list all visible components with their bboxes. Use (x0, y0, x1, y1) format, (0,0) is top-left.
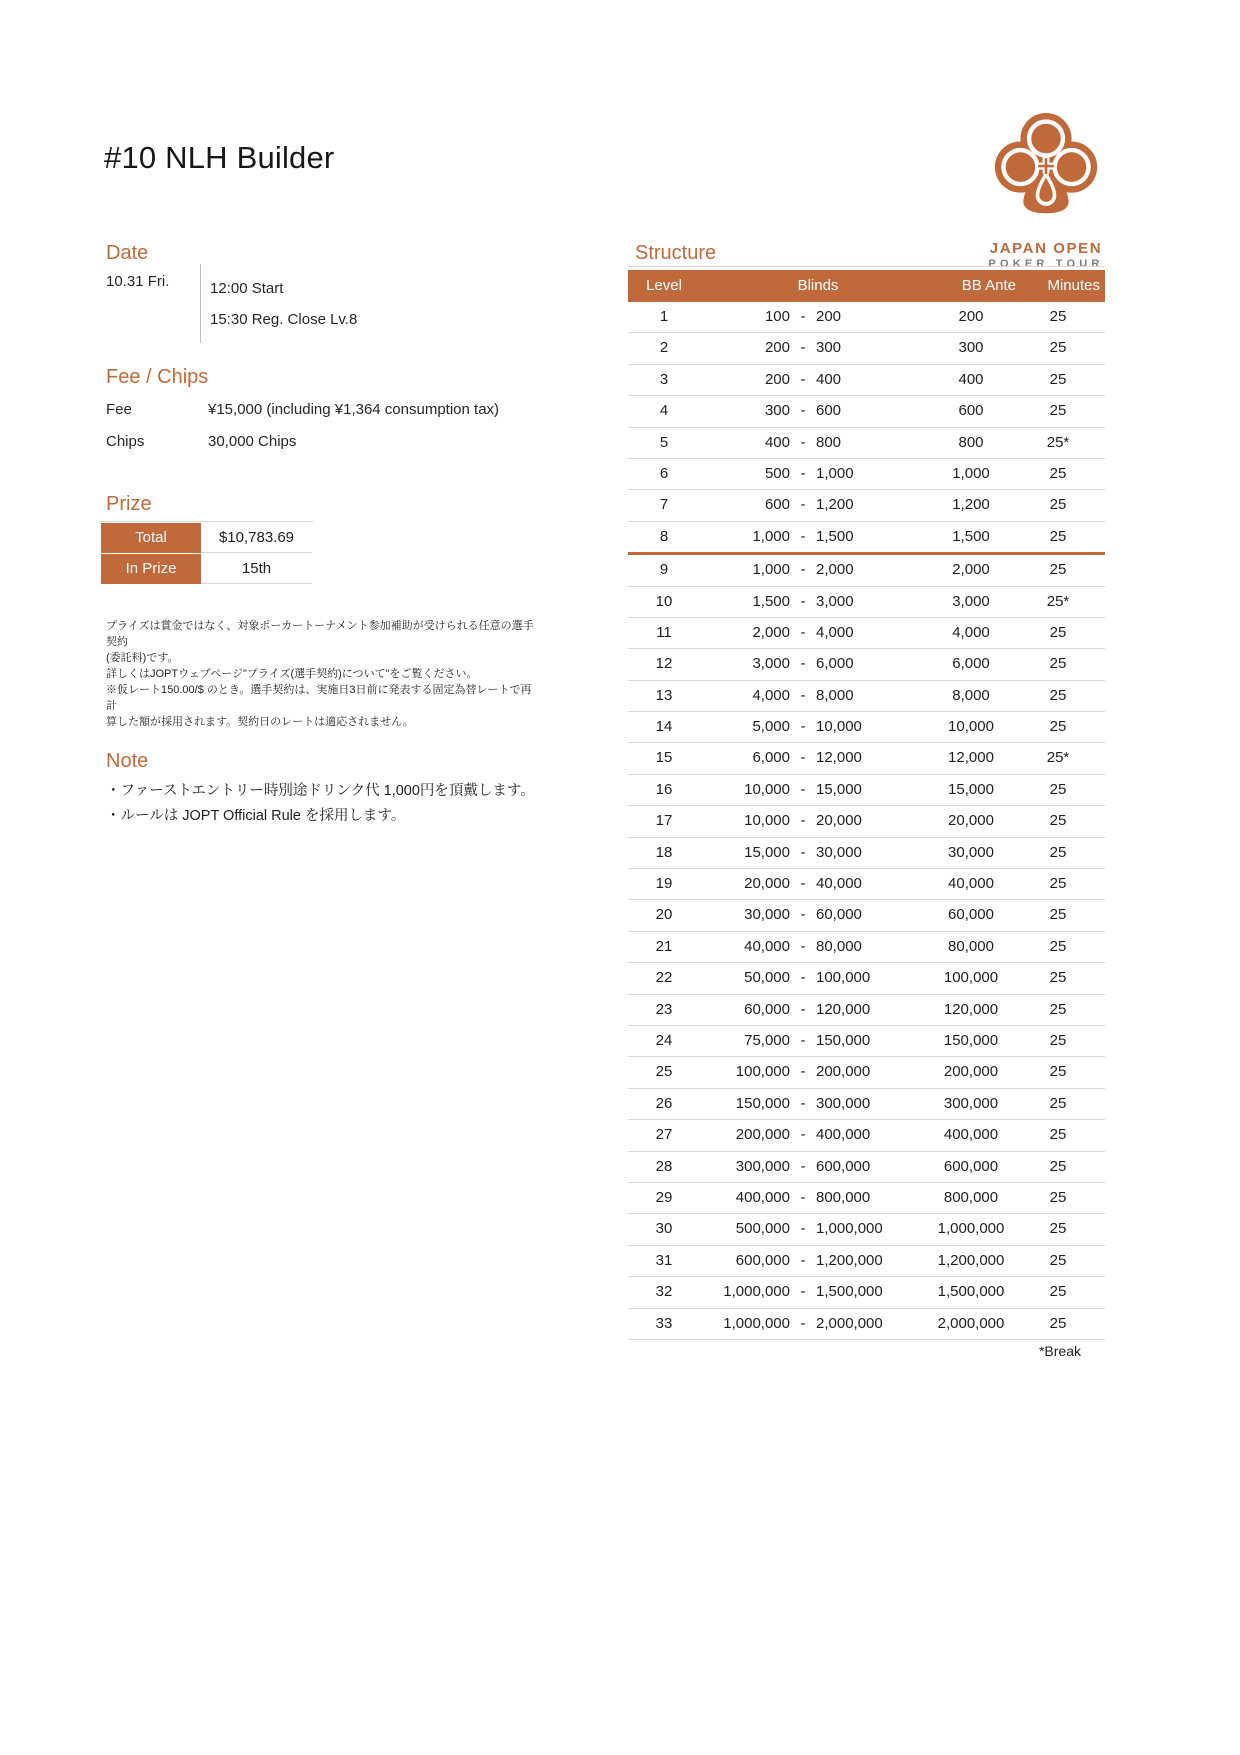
cell-bb: 30,000 (816, 843, 862, 861)
cell-lvl: 29 (655, 1188, 673, 1206)
cell-dash: - (800, 561, 806, 579)
cell-min: 25 (1049, 1031, 1067, 1049)
cell-ante: 6,000 (952, 655, 990, 673)
cell-sb: 3,000 (752, 655, 790, 673)
cell-bb: 400,000 (816, 1126, 871, 1144)
cell-sb: 60,000 (744, 1000, 790, 1018)
cell-bb: 4,000 (816, 623, 854, 641)
cell-bb: 800,000 (816, 1188, 871, 1206)
structure-row (628, 775, 1105, 806)
cell-min: 25 (1049, 1126, 1067, 1144)
structure-row (628, 712, 1105, 743)
structure-row (628, 1026, 1105, 1057)
cell-dash: - (800, 496, 806, 514)
cell-ante: 1,500 (952, 527, 990, 545)
structure-table-header (628, 270, 1105, 302)
structure-row (628, 396, 1105, 427)
jopt-logo (988, 110, 1104, 270)
structure-row (628, 490, 1105, 521)
cell-lvl: 19 (655, 875, 673, 893)
cell-bb: 20,000 (816, 812, 862, 830)
cell-sb: 2,000 (752, 623, 790, 641)
cell-sb: 10,000 (744, 780, 790, 798)
disclaimer-line: 算した額が採用されます。契約日のレートは適応されません。 (106, 716, 414, 728)
cell-min: 25 (1049, 464, 1067, 482)
cell-dash: - (800, 1314, 806, 1332)
cell-min: 25 (1049, 875, 1067, 893)
structure-row (628, 1309, 1105, 1340)
cell-ante: 2,000 (952, 561, 990, 579)
cell-min: 25 (1049, 843, 1067, 861)
cell-min: 25 (1049, 1220, 1067, 1238)
cell-sb: 1,000,000 (723, 1314, 790, 1332)
fee-row (106, 394, 499, 426)
logo-text-japan-open: JAPAN OPEN (989, 240, 1103, 257)
cell-bb: 100,000 (816, 969, 871, 987)
cell-ante: 1,000,000 (937, 1220, 1005, 1238)
cell-ante: 4,000 (952, 623, 990, 641)
cell-dash: - (800, 339, 806, 357)
cell-min: 25 (1049, 1283, 1067, 1301)
cell-lvl: 25 (655, 1063, 673, 1081)
note-items (106, 779, 535, 829)
cell-bb: 15,000 (816, 780, 862, 798)
cell-min: 25 (1049, 527, 1067, 545)
date-times (200, 264, 357, 343)
cell-sb: 15,000 (744, 843, 790, 861)
structure-heading: Structure (635, 242, 717, 264)
structure-table (628, 266, 1105, 1340)
cell-ante: 800 (958, 433, 984, 451)
cell-lvl: 12 (655, 655, 673, 673)
cell-bb: 60,000 (816, 906, 862, 924)
date-reg-close: 15:30 Reg. Close Lv.8 (210, 311, 358, 328)
prize-inprize-value: 15th (201, 554, 312, 584)
cell-lvl: 26 (655, 1094, 673, 1112)
cell-dash: - (800, 969, 806, 987)
cell-lvl: 33 (655, 1314, 673, 1332)
cell-sb: 200 (764, 370, 790, 388)
cell-sb: 75,000 (744, 1031, 790, 1049)
cell-min: 25 (1049, 780, 1067, 798)
cell-min: 25 (1049, 937, 1067, 955)
cell-sb: 100 (764, 308, 790, 325)
cell-sb: 5,000 (752, 718, 790, 736)
structure-row (628, 302, 1105, 333)
structure-row (628, 428, 1105, 459)
prize-total-value: $10,783.69 (201, 523, 312, 553)
cell-dash: - (800, 592, 806, 610)
structure-row (628, 1246, 1105, 1277)
cell-bb: 1,000,000 (816, 1220, 883, 1238)
cell-sb: 100,000 (735, 1063, 790, 1081)
cell-sb: 500 (764, 464, 790, 482)
cell-bb: 1,200 (816, 496, 854, 514)
structure-row (628, 838, 1105, 869)
cell-sb: 4,000 (752, 686, 790, 704)
column-header-minutes: Minutes (1047, 277, 1100, 294)
cell-min: 25 (1049, 969, 1067, 987)
cell-sb: 1,500 (752, 592, 790, 610)
cell-ante: 80,000 (948, 937, 994, 955)
cell-sb: 1,000,000 (723, 1283, 790, 1301)
cell-bb: 200,000 (816, 1063, 871, 1081)
cell-dash: - (800, 655, 806, 673)
cell-bb: 400 (816, 370, 842, 388)
structure-row (628, 1152, 1105, 1183)
cell-bb: 300,000 (816, 1094, 871, 1112)
structure-row (628, 743, 1105, 774)
cell-lvl: 2 (659, 339, 669, 357)
cell-bb: 120,000 (816, 1000, 871, 1018)
cell-dash: - (800, 1188, 806, 1206)
cell-bb: 40,000 (816, 875, 862, 893)
structure-row (628, 522, 1105, 555)
cell-sb: 6,000 (752, 749, 790, 767)
prize-disclaimer (106, 618, 536, 730)
cell-min: 25 (1049, 1063, 1067, 1081)
cell-min: 25* (1046, 749, 1070, 767)
cell-lvl: 31 (655, 1251, 673, 1269)
cell-dash: - (800, 308, 806, 325)
cell-dash: - (800, 433, 806, 451)
cell-lvl: 15 (655, 749, 673, 767)
structure-table-body (628, 302, 1105, 1340)
cell-ante: 20,000 (948, 812, 994, 830)
cell-lvl: 18 (655, 843, 673, 861)
cell-sb: 30,000 (744, 906, 790, 924)
structure-row (628, 806, 1105, 837)
cell-bb: 150,000 (816, 1031, 871, 1049)
club-clover-icon (994, 110, 1098, 232)
cell-ante: 200,000 (943, 1063, 999, 1081)
disclaimer-line: プライズは賞金ではなく、対象ポーカートーナメント参加補助が受けられる任意の選手契約 (106, 620, 534, 648)
cell-lvl: 16 (655, 780, 673, 798)
cell-bb: 6,000 (816, 655, 854, 673)
cell-min: 25 (1049, 496, 1067, 514)
note-item: ・ファーストエントリー時別途ドリンク代 1,000円を頂戴します。 (106, 783, 535, 799)
structure-row (628, 459, 1105, 490)
cell-lvl: 24 (655, 1031, 673, 1049)
cell-min: 25 (1049, 1314, 1067, 1332)
cell-sb: 10,000 (744, 812, 790, 830)
date-start-time: 12:00 Start (210, 280, 284, 297)
cell-dash: - (800, 1063, 806, 1081)
cell-lvl: 1 (659, 308, 669, 325)
cell-dash: - (800, 843, 806, 861)
prize-inprize-row (101, 554, 313, 584)
cell-bb: 1,200,000 (816, 1251, 883, 1269)
cell-ante: 600 (958, 402, 984, 420)
fee-chips-heading: Fee / Chips (106, 366, 209, 388)
cell-dash: - (800, 1220, 806, 1238)
cell-ante: 1,200,000 (937, 1251, 1005, 1269)
cell-sb: 200,000 (735, 1126, 790, 1144)
cell-bb: 600 (816, 402, 842, 420)
date-day: 10.31 Fri. (106, 273, 170, 290)
cell-dash: - (800, 370, 806, 388)
cell-lvl: 8 (659, 527, 669, 545)
cell-min: 25 (1049, 718, 1067, 736)
cell-ante: 30,000 (948, 843, 994, 861)
cell-dash: - (800, 1094, 806, 1112)
cell-dash: - (800, 1251, 806, 1269)
chips-value: 30,000 Chips (208, 433, 297, 450)
cell-dash: - (800, 1126, 806, 1144)
structure-row (628, 555, 1105, 586)
cell-dash: - (800, 875, 806, 893)
cell-min: 25 (1049, 906, 1067, 924)
structure-row (628, 995, 1105, 1026)
cell-lvl: 22 (655, 969, 673, 987)
cell-lvl: 10 (655, 592, 673, 610)
cell-bb: 2,000 (816, 561, 854, 579)
cell-ante: 12,000 (948, 749, 994, 767)
cell-sb: 1,000 (752, 561, 790, 579)
cell-lvl: 17 (655, 812, 673, 830)
cell-ante: 600,000 (943, 1157, 999, 1175)
cell-lvl: 27 (655, 1126, 673, 1144)
cell-lvl: 9 (659, 561, 669, 579)
structure-row (628, 869, 1105, 900)
cell-bb: 12,000 (816, 749, 862, 767)
cell-ante: 1,000 (952, 464, 990, 482)
cell-lvl: 20 (655, 906, 673, 924)
structure-row (628, 900, 1105, 931)
cell-dash: - (800, 937, 806, 955)
cell-lvl: 21 (655, 937, 673, 955)
fee-chips-block (106, 394, 499, 458)
cell-ante: 300,000 (943, 1094, 999, 1112)
cell-ante: 40,000 (948, 875, 994, 893)
cell-ante: 300 (958, 339, 984, 357)
cell-dash: - (800, 718, 806, 736)
cell-dash: - (800, 402, 806, 420)
structure-row (628, 649, 1105, 680)
page-title: #10 NLH Builder (104, 140, 335, 175)
cell-dash: - (800, 906, 806, 924)
cell-bb: 800 (816, 433, 842, 451)
cell-sb: 500,000 (735, 1220, 790, 1238)
cell-bb: 300 (816, 339, 842, 357)
cell-sb: 600,000 (735, 1251, 790, 1269)
cell-dash: - (800, 623, 806, 641)
cell-lvl: 14 (655, 718, 673, 736)
cell-min: 25 (1049, 686, 1067, 704)
cell-min: 25 (1049, 623, 1067, 641)
cell-sb: 400,000 (735, 1188, 790, 1206)
cell-min: 25 (1049, 1000, 1067, 1018)
structure-row (628, 963, 1105, 994)
date-heading: Date (106, 242, 149, 264)
cell-dash: - (800, 1283, 806, 1301)
cell-min: 25 (1049, 339, 1067, 357)
structure-row (628, 1089, 1105, 1120)
disclaimer-line: ※仮レート150.00/$ のとき。選手契約は、実施日3日前に発表する固定為替レートで再計 (106, 684, 532, 712)
structure-row (628, 333, 1105, 364)
column-header-bb-ante: BB Ante (961, 277, 1016, 294)
note-heading: Note (106, 750, 149, 772)
cell-bb: 2,000,000 (816, 1314, 883, 1332)
cell-lvl: 23 (655, 1000, 673, 1018)
cell-ante: 10,000 (948, 718, 994, 736)
cell-sb: 150,000 (735, 1094, 790, 1112)
cell-dash: - (800, 780, 806, 798)
chips-row (106, 426, 499, 458)
column-header-level: Level (646, 277, 682, 294)
cell-min: 25 (1049, 1251, 1067, 1269)
cell-min: 25 (1049, 370, 1067, 388)
cell-lvl: 11 (656, 623, 672, 641)
fee-value: ¥15,000 (including ¥1,364 consumption tax) (208, 401, 500, 418)
cell-ante: 120,000 (943, 1000, 999, 1018)
structure-row (628, 932, 1105, 963)
chips-label: Chips (106, 433, 145, 450)
cell-dash: - (800, 464, 806, 482)
cell-lvl: 7 (659, 496, 669, 514)
cell-lvl: 5 (659, 433, 669, 451)
logo-text-poker-tour: POKER TOUR (988, 258, 1104, 270)
cell-ante: 400 (958, 370, 984, 388)
disclaimer-line: (委託料)です。 (106, 652, 179, 664)
cell-ante: 800,000 (943, 1188, 999, 1206)
cell-min: 25 (1049, 655, 1067, 673)
cell-lvl: 30 (655, 1220, 673, 1238)
cell-bb: 600,000 (816, 1157, 871, 1175)
cell-lvl: 3 (659, 370, 669, 388)
cell-ante: 100,000 (943, 969, 999, 987)
cell-dash: - (800, 1000, 806, 1018)
structure-row (628, 1057, 1105, 1088)
prize-heading: Prize (106, 493, 152, 515)
cell-ante: 15,000 (948, 780, 994, 798)
cell-sb: 20,000 (744, 875, 790, 893)
structure-row (628, 618, 1105, 649)
disclaimer-line: 詳しくはJOPTウェブページ"プライズ(選手契約)について"をご覧ください。 (106, 668, 478, 680)
cell-bb: 10,000 (816, 718, 862, 736)
cell-min: 25 (1049, 1157, 1067, 1175)
cell-ante: 1,500,000 (937, 1283, 1005, 1301)
cell-dash: - (800, 527, 806, 545)
prize-total-row (101, 523, 313, 553)
note-item: ・ルールは JOPT Official Rule を採用します。 (106, 808, 406, 824)
cell-sb: 200 (764, 339, 790, 357)
cell-bb: 8,000 (816, 686, 854, 704)
cell-sb: 50,000 (744, 969, 790, 987)
cell-ante: 150,000 (943, 1031, 999, 1049)
cell-ante: 2,000,000 (937, 1314, 1005, 1332)
cell-dash: - (800, 686, 806, 704)
cell-dash: - (800, 812, 806, 830)
cell-min: 25 (1049, 1094, 1067, 1112)
cell-sb: 300 (764, 402, 790, 420)
cell-ante: 8,000 (952, 686, 990, 704)
cell-sb: 600 (764, 496, 790, 514)
cell-min: 25 (1049, 402, 1067, 420)
structure-row (628, 1277, 1105, 1308)
cell-min: 25* (1046, 592, 1070, 610)
fee-label: Fee (106, 401, 132, 418)
cell-dash: - (800, 749, 806, 767)
prize-table (101, 521, 313, 585)
cell-dash: - (800, 1157, 806, 1175)
structure-row (628, 1214, 1105, 1245)
prize-inprize-label: In Prize (101, 554, 201, 584)
cell-bb: 200 (816, 308, 842, 325)
cell-ante: 3,000 (952, 592, 990, 610)
date-block (106, 264, 357, 343)
cell-lvl: 28 (655, 1157, 673, 1175)
cell-min: 25* (1046, 433, 1070, 451)
cell-bb: 1,000 (816, 464, 854, 482)
cell-ante: 60,000 (948, 906, 994, 924)
prize-total-label: Total (101, 523, 201, 553)
cell-min: 25 (1049, 561, 1067, 579)
cell-bb: 80,000 (816, 937, 862, 955)
cell-min: 25 (1049, 812, 1067, 830)
cell-min: 25 (1049, 308, 1067, 325)
cell-sb: 1,000 (752, 527, 790, 545)
structure-row (628, 1120, 1105, 1151)
cell-lvl: 32 (655, 1283, 673, 1301)
cell-sb: 40,000 (744, 937, 790, 955)
cell-dash: - (800, 1031, 806, 1049)
structure-row (628, 365, 1105, 396)
cell-min: 25 (1049, 1188, 1067, 1206)
cell-bb: 1,500,000 (816, 1283, 883, 1301)
column-header-blinds: Blinds (797, 277, 839, 294)
cell-bb: 1,500 (816, 527, 854, 545)
cell-ante: 1,200 (952, 496, 990, 514)
cell-lvl: 4 (659, 402, 669, 420)
cell-ante: 200 (958, 308, 984, 325)
cell-sb: 400 (764, 433, 790, 451)
cell-ante: 400,000 (943, 1126, 999, 1144)
cell-lvl: 13 (655, 686, 673, 704)
cell-lvl: 6 (659, 464, 669, 482)
structure-row (628, 587, 1105, 618)
cell-bb: 3,000 (816, 592, 854, 610)
break-footnote: *Break (1038, 1343, 1081, 1359)
cell-sb: 300,000 (735, 1157, 790, 1175)
structure-row (628, 681, 1105, 712)
structure-row (628, 1183, 1105, 1214)
